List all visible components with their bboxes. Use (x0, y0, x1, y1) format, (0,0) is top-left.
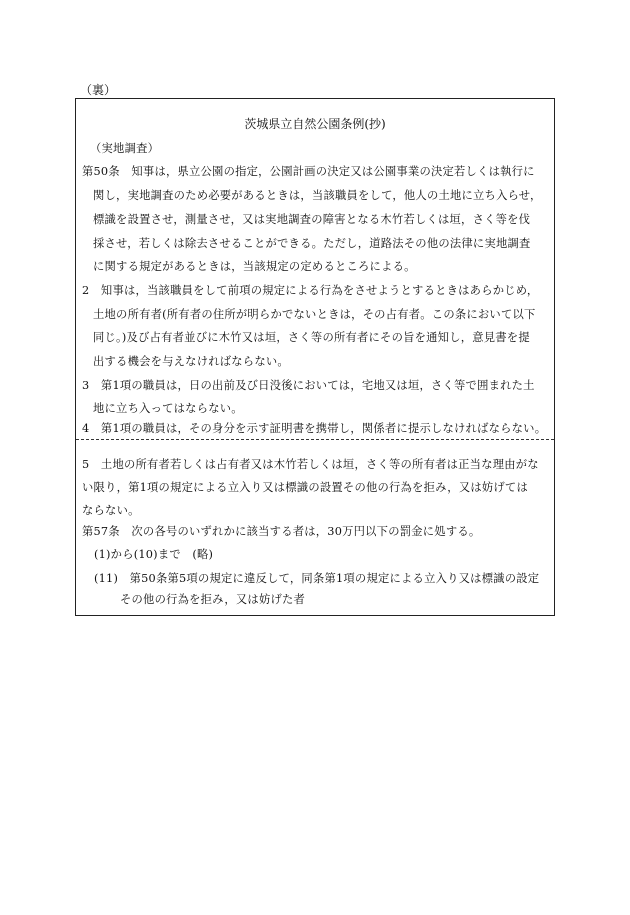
paragraph-4-line: 4 第1項の職員は，その身分を示す証明書を携帯し，関係者に提示しなければならない。 (82, 422, 547, 435)
article-50-line: 標識を設置させ，測量させ，又は実地調査の障害となる木竹若しくは垣，さく等を伐 (93, 213, 531, 226)
document-title: 茨城県立自然公園条例(抄) (244, 117, 386, 131)
article-57: 第57条 次の各号のいずれかに該当する者は，30万円以下の罰金に処する。 (82, 525, 481, 538)
paragraph-2-line: 2 知事は，当該職員をして前項の規定による行為をさせようとするときはあらかじめ， (82, 284, 539, 297)
reverse-side-label: （裏） (80, 83, 117, 97)
dashed-divider (76, 439, 554, 440)
article-50-line: に関する規定があるときは，当該規定の定めるところによる。 (93, 260, 416, 273)
paragraph-5-line: 5 土地の所有者若しくは占有者又は木竹若しくは垣，さく等の所有者は正当な理由がな (82, 458, 539, 471)
paragraph-3-line: 3 第1項の職員は，日の出前及び日没後においては，宅地又は垣，さく等で囲まれた土 (82, 379, 535, 392)
article-50-line: 関し，実地調査のため必要があるときは，当該職員をして，他人の土地に立ち入らせ， (93, 189, 542, 202)
paragraph-3-line: 地に立ち入ってはならない。 (93, 402, 243, 415)
paragraph-5-line: ならない。 (82, 504, 140, 517)
paragraph-2-line: 同じ。)及び占有者並びに木竹又は垣，さく等の所有者にその旨を通知し，意見書を提 (93, 331, 530, 344)
paragraph-2-line: 出する機会を与えなければならない。 (93, 355, 289, 368)
item-11-line: (11) 第50条第5項の規定に違反して，同条第1項の規定による立入り又は標識の設定 (94, 572, 540, 585)
item-11-line: その他の行為を拒み，又は妨げた者 (120, 593, 306, 606)
paragraph-5-line: い限り，第1項の規定による立入り又は標識の設置その他の行為を拒み，又は妨げては (82, 481, 528, 494)
items-1-to-10: (1)から(10)まで (略) (94, 548, 214, 561)
article-50-line: 第50条 知事は，県立公園の指定，公園計画の決定又は公園事業の決定若しくは執行に (82, 165, 535, 178)
article-50-line: 採させ，若しくは除去させることができる。ただし，道路法その他の法律に実地調査 (93, 237, 531, 250)
ordinance-excerpt-box (75, 98, 555, 616)
section-heading: （実地調査） (90, 142, 160, 155)
paragraph-2-line: 土地の所有者(所有者の住所が明らかでないときは，その占有者。この条において以下 (93, 308, 536, 321)
